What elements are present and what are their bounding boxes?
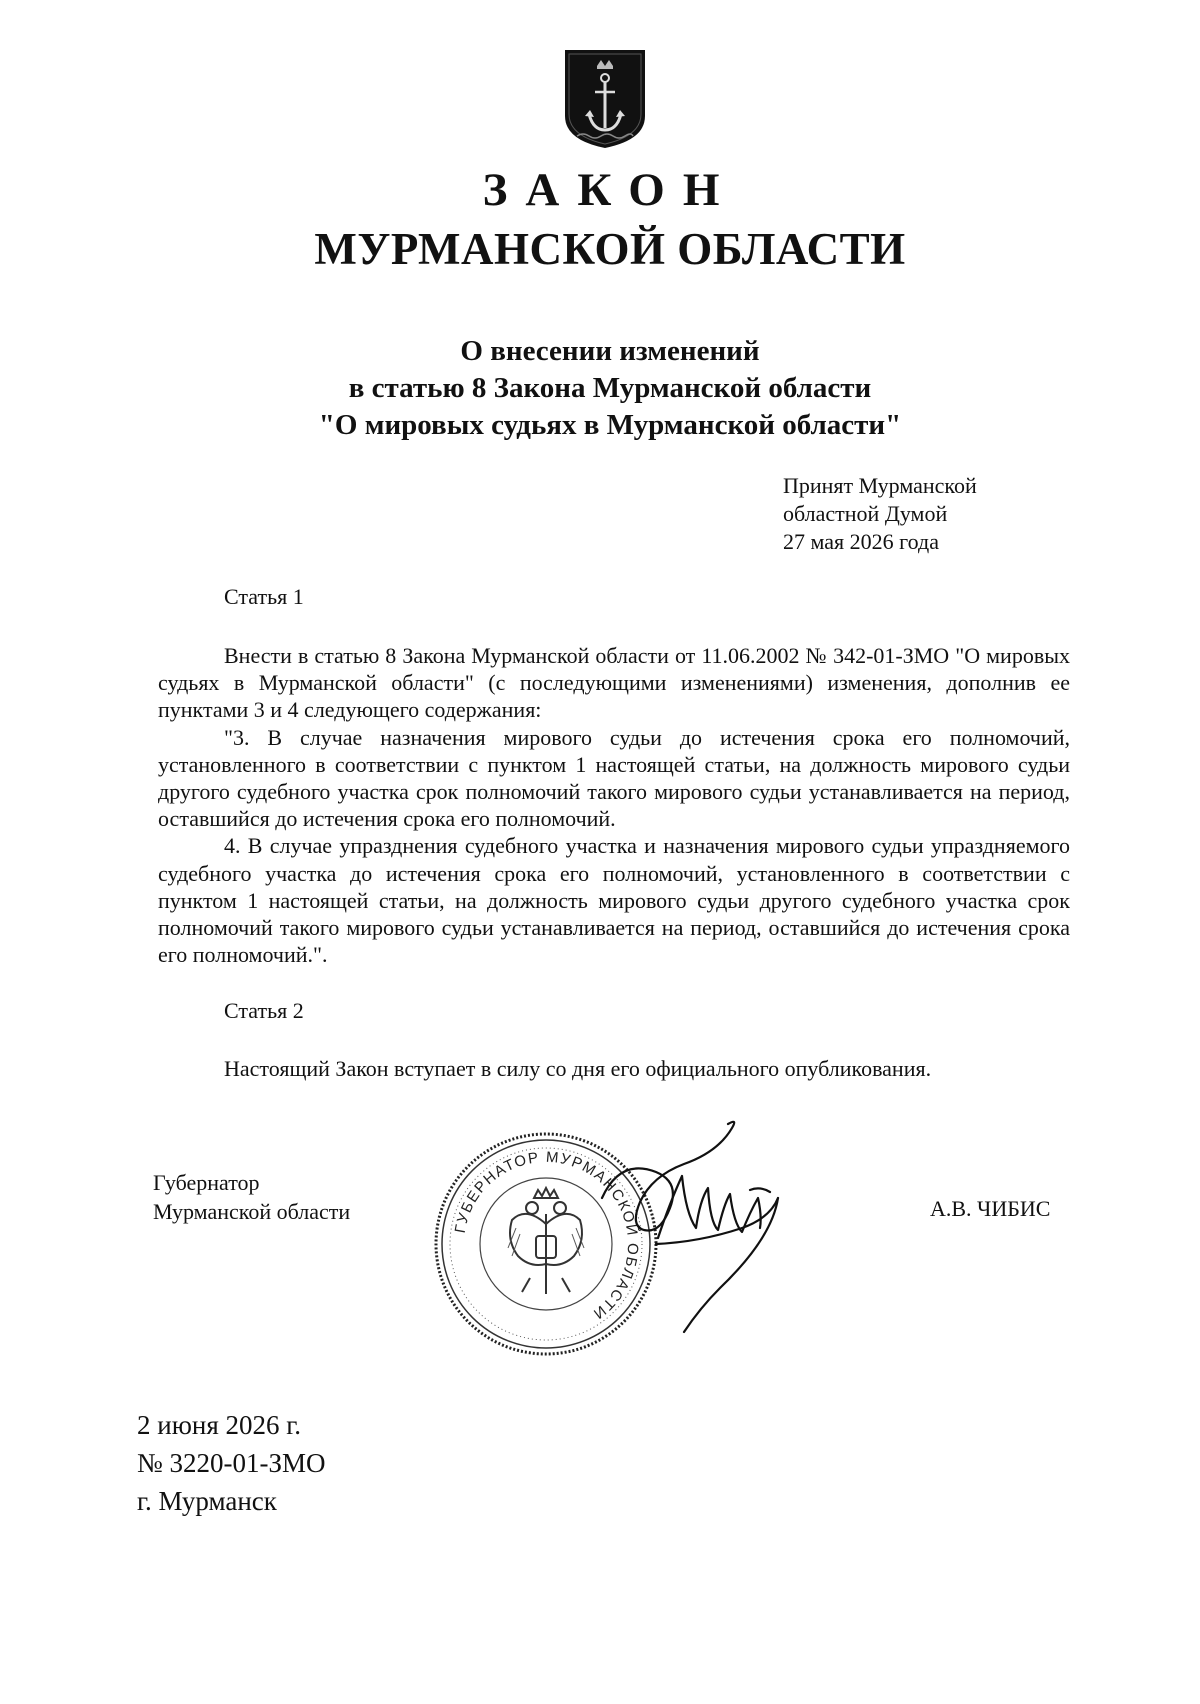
signer-position (153, 1168, 350, 1226)
article-2-heading: Статья 2 (224, 998, 304, 1023)
signer-position-line: Губернатор (153, 1170, 260, 1195)
handwritten-signature (600, 1118, 810, 1340)
adoption-line: областной Думой (783, 501, 948, 526)
article-1-paragraph: 4. В случае упразднения судебного участка и назначения мирового судьи упраздняемого судебного участка до истечения срока его полномочий, установленного в соответствии с пунктом 1 настоящей статьи, на должность мирового судьи другого судебного участка срок полномочий такого мирового судьи устанавливается на период, оставшийся до истечения срока его полномочий.". (158, 833, 1070, 968)
region-title: МУРМАНСКОЙ ОБЛАСТИ (314, 224, 906, 274)
document-registration (137, 1406, 326, 1520)
law-title-line: О внесении изменений (460, 335, 760, 367)
adoption-note (783, 472, 977, 556)
handwritten-signature-icon (600, 1118, 810, 1340)
law-title-line: в статью 8 Закона Мурманской области (348, 372, 872, 404)
article-1-heading: Статья 1 (224, 584, 304, 609)
article-1-body (158, 642, 1070, 968)
svg-text:ГУБЕРНАТОР МУРМАНСКОЙ ОБЛАСТИ: ГУБЕРНАТОР МУРМАНСКОЙ ОБЛАСТИ (451, 1148, 642, 1323)
adoption-date: 27 мая 2026 года (783, 529, 939, 554)
article-1-paragraph: Внести в статью 8 Закона Мурманской области от 11.06.2002 № 342-01-ЗМО "О мировых судьях в Мурманской области" (с последующими изменениями) изменения, дополнив ее пунктами 3 и 4 следующего содержания: (158, 643, 1070, 723)
signer-name: А.В. ЧИБИС (930, 1196, 1051, 1221)
signer-position-line: Мурманской области (153, 1199, 351, 1224)
law-number: № 3220-01-ЗМО (137, 1448, 326, 1478)
article-2-body: Настоящий Закон вступает в силу со дня его официального опубликования. (224, 1056, 932, 1081)
article-1-paragraph: "3. В случае назначения мирового судьи до истечения срока его полномочий, установленного в соответствии с пунктом 1 настоящей статьи, на должность мирового судьи другого судебного участка срок полномочий такого мирового судьи устанавливается на период, оставшийся до истечения срока его полномочий. (158, 724, 1070, 832)
adoption-line: Принят Мурманской (783, 473, 977, 498)
signing-city: г. Мурманск (137, 1486, 277, 1516)
document-type-title: ЗАКОН (482, 164, 738, 216)
murmansk-coat-of-arms-icon (563, 48, 647, 150)
law-title-line: "О мировых судьях в Мурманской области" (318, 409, 902, 441)
coat-of-arms-emblem (563, 48, 647, 150)
law-title (0, 333, 1200, 444)
signing-date: 2 июня 2026 г. (137, 1410, 302, 1440)
